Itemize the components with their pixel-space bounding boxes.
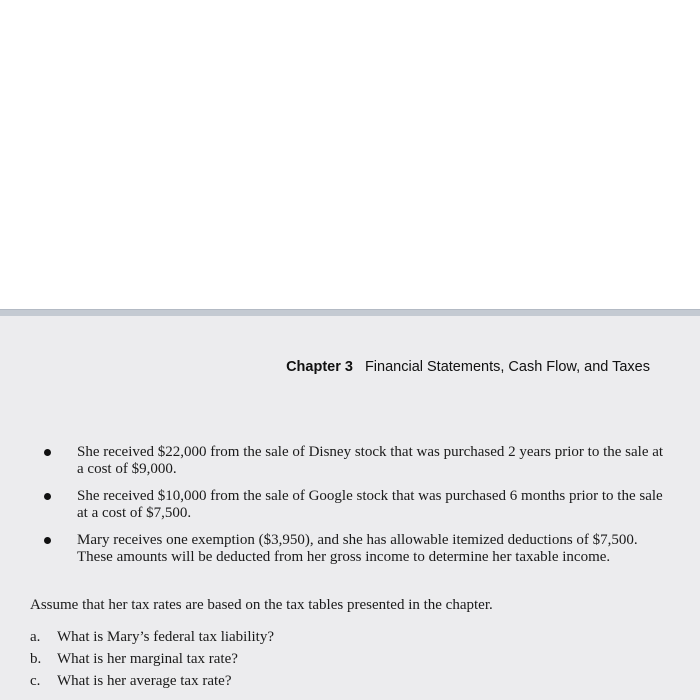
- bullet-dot-icon: [44, 493, 51, 500]
- textbook-page: [0, 316, 700, 700]
- bullet-text: Mary receives one exemption ($3,950), and she has allowable itemized deductions of $7,500. These amounts will be deducted from her gross income to determine her taxable income.: [77, 532, 638, 565]
- page-divider: [0, 309, 700, 316]
- bullet-text: She received $22,000 from the sale of Disney stock that was purchased 2 years prior to the sale at a cost of $9,000.: [77, 444, 664, 477]
- question-text: What is Mary’s federal tax liability?: [57, 629, 275, 645]
- bullet-list: [0, 444, 700, 576]
- question-letter: a.: [30, 629, 41, 645]
- question-letter: c.: [30, 673, 41, 689]
- bullet-item: [0, 488, 700, 521]
- chapter-label: Chapter 3: [286, 359, 353, 375]
- chapter-title: Financial Statements, Cash Flow, and Taxes: [364, 359, 650, 375]
- question-text: What is her marginal tax rate?: [57, 651, 238, 667]
- blank-area: [0, 0, 700, 309]
- question-letter: b.: [30, 651, 42, 667]
- running-header: [286, 359, 650, 375]
- bullet-text: She received $10,000 from the sale of Google stock that was purchased 6 months prior to the sale at a cost of $7,500.: [77, 488, 663, 521]
- bullet-dot-icon: [44, 537, 51, 544]
- question-text: What is her average tax rate?: [57, 673, 232, 689]
- bullet-item: [0, 532, 700, 565]
- bullet-dot-icon: [44, 449, 51, 456]
- bullet-item: [0, 444, 700, 477]
- problem-intro: Assume that her tax rates are based on the tax tables presented in the chapter.: [30, 597, 493, 613]
